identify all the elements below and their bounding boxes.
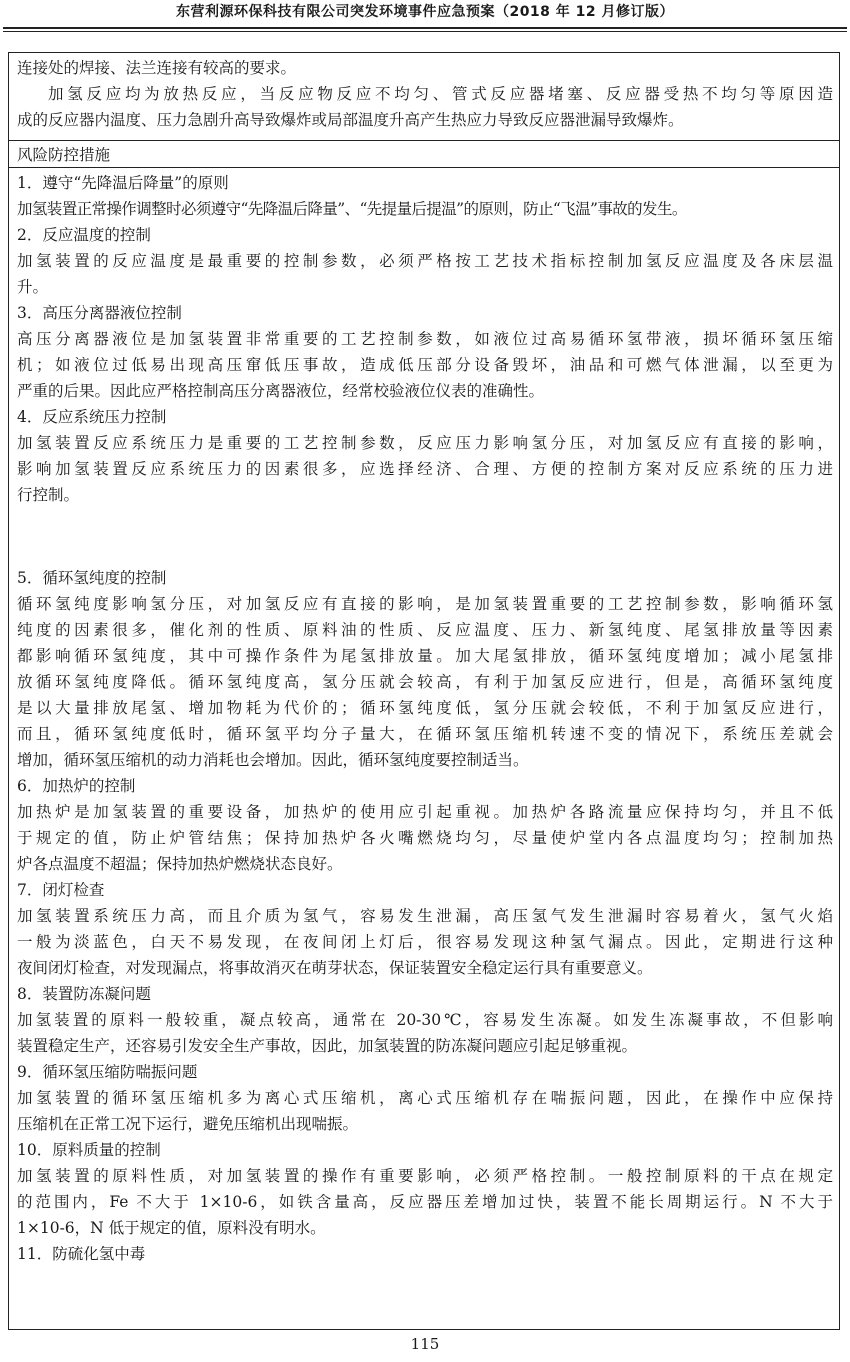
measure-text: 放循环氢纯度降低。循环氢纯度高，氢分压就会较高，有利于加氢反应进行，但是，高循环氢纯度 (17, 673, 833, 691)
measure-title: 9．循环氢压缩防喘振问题 (17, 1063, 198, 1081)
measure-text: 炉各点温度不超温；保持加热炉燃烧状态良好。 (17, 855, 343, 873)
section-divider (9, 140, 839, 141)
intro-line: 成的反应器内温度、压力急剧升高导致爆炸或局部温度升高产生热应力导致反应器泄漏导致爆炸。 (17, 111, 684, 129)
header-rule-thin (3, 31, 847, 32)
measure-text: 夜间闭灯检查，对发现漏点，将事故消灭在萌芽状态，保证装置安全稳定运行具有重要意义。 (17, 959, 653, 977)
measure-title: 7．闭灯检查 (17, 881, 105, 899)
measure-title: 11．防硫化氢中毒 (17, 1245, 146, 1263)
measure-text: 影响加氢装置反应系统压力的因素很多，应选择经济、合理、方便的控制方案对反应系统的压力进 (17, 460, 833, 478)
document-header: 东营利源环保科技有限公司突发环境事件应急预案（2018 年 12 月修订版） (175, 4, 675, 20)
measure-text: 加热炉是加氢装置的重要设备，加热炉的使用应引起重视。加热炉各路流量应保持均匀，并且不低 (17, 803, 833, 821)
measure-title: 8．装置防冻凝问题 (17, 985, 151, 1003)
intro-line: 加氢反应均为放热反应，当反应物反应不均匀、管式反应器堵塞、反应器受热不均匀等原因造 (48, 85, 833, 103)
measure-text: 升。 (17, 278, 49, 296)
measure-text: 机；如液位过低易出现高压窜低压事故，造成低压部分设备毁坏，油品和可燃气体泄漏，以至更为 (17, 356, 833, 374)
intro-line: 连接处的焊接、法兰连接有较高的要求。 (17, 59, 297, 77)
measure-text: 都影响循环氢纯度，其中可操作条件为尾氢排放量。加大尾氢排放，循环氢纯度增加；减小尾氢排 (17, 647, 833, 665)
measure-text: 循环氢纯度影响氢分压，对加氢反应有直接的影响，是加氢装置重要的工艺控制参数，影响循环氢 (17, 595, 833, 613)
measures-part-1 (9, 170, 839, 508)
page-number: 115 (410, 1335, 440, 1353)
measure-title: 3．高压分离器液位控制 (17, 304, 182, 322)
measure-text: 加氢装置反应系统压力是重要的工艺控制参数，反应压力影响氢分压，对加氢反应有直接的影响， (17, 434, 833, 452)
measure-text: 加氢装置的原料性质，对加氢装置的操作有重要影响，必须严格控制。一般控制原料的干点在规定 (17, 1167, 833, 1185)
measure-text: 的范围内，Fe 不大于 1×10-6，如铁含量高，反应器压差增加过快，装置不能长周期运行。N 不大于 (17, 1193, 833, 1211)
measure-text: 1×10-6，N 低于规定的值，原料没有明水。 (17, 1219, 326, 1237)
measure-text: 行控制。 (17, 486, 80, 504)
measure-text: 加氢装置系统压力高，而且介质为氢气，容易发生泄漏，高压氢气发生泄漏时容易着火，氢气火焰 (17, 907, 833, 925)
measure-text: 纯度的因素很多，催化剂的性质、原料油的性质、反应温度、压力、新氢纯度、尾氢排放量等因素 (17, 621, 833, 639)
section-divider (9, 167, 839, 168)
measure-text: 一般为淡蓝色，白天不易发现，在夜间闭上灯后，很容易发现这种氢气漏点。因此，定期进行这种 (17, 933, 833, 951)
measure-text: 于规定的值，防止炉管结焦；保持加热炉各火嘴燃烧均匀，尽量使炉堂内各点温度均匀；控制加热 (17, 829, 833, 847)
header-rule (3, 27, 847, 29)
risk-heading-row (9, 142, 839, 168)
measure-text: 严重的后果。因此应严格控制高压分离器液位，经常校验液位仪表的准确性。 (17, 382, 545, 400)
intro-section (9, 55, 839, 133)
measure-title: 1．遵守“先降温后降量”的原则 (17, 174, 229, 192)
measure-text: 加氢装置的反应温度是最重要的控制参数，必须严格按工艺技术指标控制加氢反应温度及各床层温 (17, 252, 833, 270)
measure-title: 5．循环氢纯度的控制 (17, 569, 167, 587)
measure-title: 4．反应系统压力控制 (17, 408, 167, 426)
measure-title: 2．反应温度的控制 (17, 226, 151, 244)
measure-title: 6．加热炉的控制 (17, 777, 136, 795)
measure-text: 加氢装置的循环氢压缩机多为离心式压缩机，离心式压缩机存在喘振问题，因此，在操作中应保持 (17, 1089, 833, 1107)
measure-text: 而且，循环氢纯度低时，循环氢平均分子量大，在循环氢压缩机转速不变的情况下，系统压差就会 (17, 725, 833, 743)
measure-text: 是以大量排放尾氢、增加物耗为代价的；循环氢纯度低，氢分压就会较低，不利于加氢反应进行， (17, 699, 833, 717)
measure-text: 加氢装置的原料一般较重，凝点较高，通常在 20-30℃，容易发生冻凝。如发生冻凝事故，不但影响 (17, 1011, 833, 1029)
content-frame (8, 52, 840, 1330)
measure-text: 增加，循环氢压缩机的动力消耗也会增加。因此，循环氢纯度要控制适当。 (17, 751, 529, 769)
measure-title: 10．原料质量的控制 (17, 1141, 161, 1159)
measure-text: 装置稳定生产，还容易引发安全生产事故，因此，加氢装置的防冻凝问题应引起足够重视。 (17, 1037, 638, 1055)
measure-text: 压缩机在正常工况下运行，避免压缩机出现喘振。 (17, 1115, 359, 1133)
risk-heading: 风险防控措施 (17, 146, 111, 164)
measure-text: 加氢装置正常操作调整时必须遵守“先降温后降量”、“先提量后提温”的原则，防止“飞温”事故的发生。 (17, 200, 687, 218)
measure-text: 高压分离器液位是加氢装置非常重要的工艺控制参数，如液位过高易循环氢带液，损坏循环氢压缩 (17, 330, 833, 348)
measures-part-2 (9, 565, 839, 1267)
